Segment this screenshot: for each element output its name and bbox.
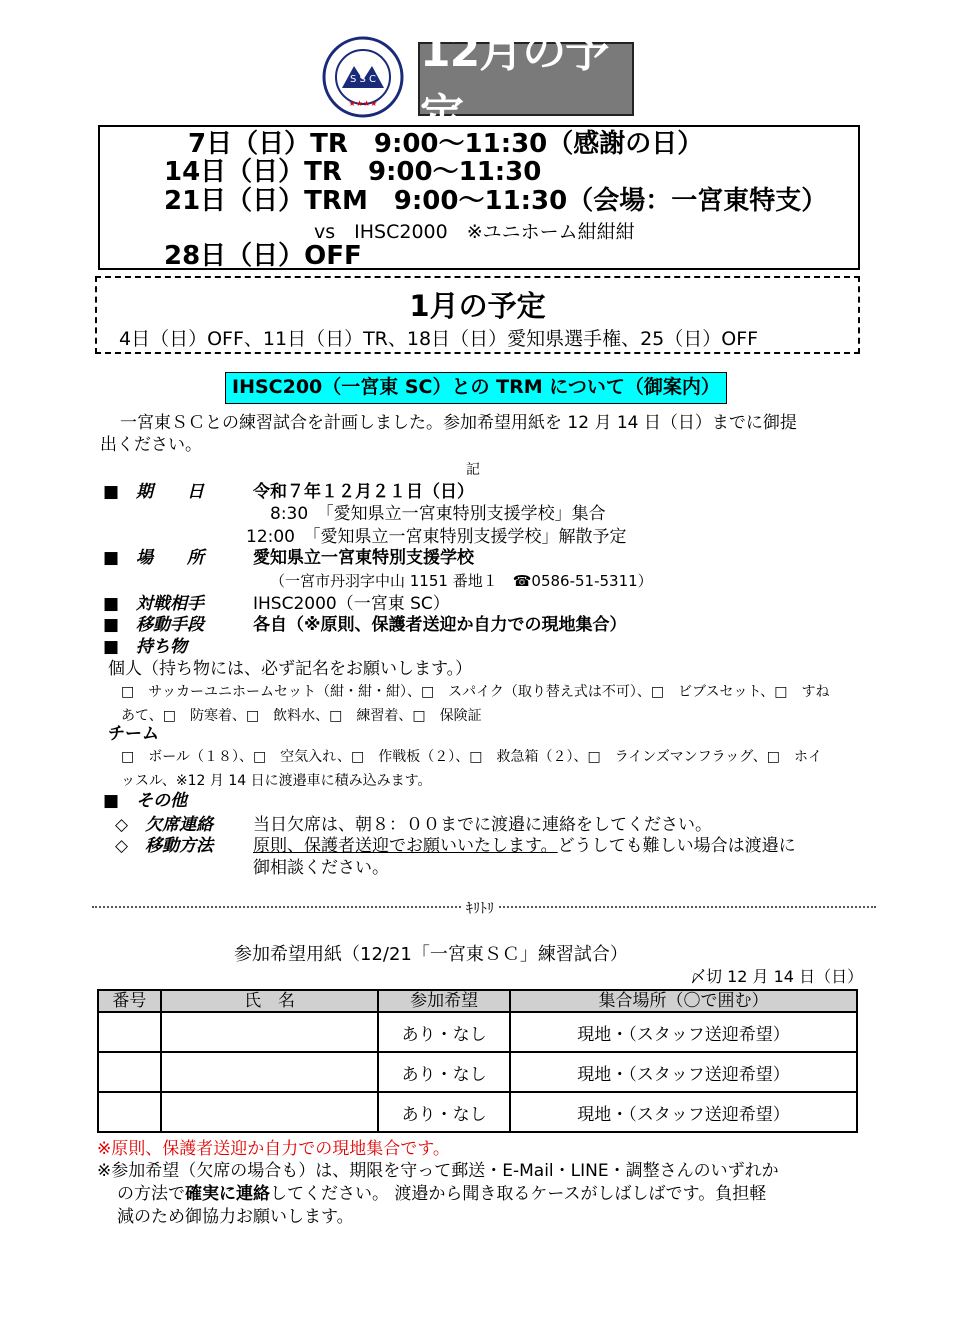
form-deadline: 〆切 12 月 14 日（日） bbox=[690, 967, 864, 986]
date-sub: 12:00 「愛知県立一宮東特別支援学校」解散予定 bbox=[246, 527, 627, 547]
other-label: ■ その他 bbox=[103, 791, 188, 811]
note-line: 減のため御協力お願いします。 bbox=[117, 1207, 354, 1227]
club-logo bbox=[322, 36, 404, 118]
january-line: 4日（日）OFF、11日（日）TR、18日（日）愛知県選手権、25（日）OFF bbox=[119, 328, 759, 350]
col-header-attendance: 参加希望 bbox=[378, 990, 510, 1012]
note-line: ※参加希望（欠席の場合も）は、期限を守って郵送・E-Mail・LINE・調整さんのいずれか bbox=[97, 1161, 779, 1181]
name-cell[interactable] bbox=[161, 1052, 378, 1092]
team-list: □ ボール（１８）、□ 空気入れ、□ 作戦板（２）、□ 救急箱（２）、□ ラインズマンフラッグ、□ ホイ bbox=[121, 749, 822, 765]
meeting-place-cell[interactable]: 現地・（スタッフ送迎希望） bbox=[510, 1052, 857, 1092]
place-label: ■ 場 所 bbox=[103, 548, 205, 568]
vs-line: vs IHSC2000 ※ユニホーム紺紺紺 bbox=[314, 221, 635, 243]
december-schedule bbox=[98, 125, 860, 270]
col-header-name: 氏 名 bbox=[161, 990, 378, 1012]
absence-value: 当日欠席は、朝８：００までに渡邉に連絡をしてください。 bbox=[253, 815, 712, 835]
note-red: ※原則、保護者送迎か自力での現地集合です。 bbox=[97, 1139, 450, 1159]
date-value: 令和７年１２月２１日（日） bbox=[253, 482, 474, 502]
january-schedule bbox=[95, 276, 860, 354]
schedule-line: 21日（日）TRM 9:00～11:30（会場：一宮東特支） bbox=[164, 186, 828, 216]
form-title: 参加希望用紙（12/21「一宮東ＳＣ」練習試合） bbox=[234, 944, 628, 965]
opponent-value: IHSC2000（一宮東 SC） bbox=[253, 594, 450, 614]
place-sub: （一宮市丹羽字中山 1151 番地１ ☎0586-51-5311） bbox=[270, 572, 653, 590]
meeting-place-cell[interactable]: 現地・（スタッフ送迎希望） bbox=[510, 1092, 857, 1132]
belongings-label: ■ 持ち物 bbox=[103, 637, 188, 657]
move-value-rest: どうしても難しい場合は渡邉に bbox=[557, 836, 796, 856]
move-value bbox=[253, 835, 796, 857]
intro-text: 一宮東ＳＣとの練習試合を計画しました。参加希望用紙を 12 月 14 日（日）までに御提 bbox=[120, 413, 797, 433]
name-cell[interactable] bbox=[161, 1012, 378, 1052]
team-heading: チーム bbox=[108, 724, 159, 744]
team-list: ッスル、※12 月 14 日に渡邉車に積み込みます。 bbox=[121, 773, 432, 789]
personal-heading: 個人（持ち物には、必ず記名をお願いします。） bbox=[108, 659, 473, 679]
attendance-cell[interactable]: あり・なし bbox=[378, 1092, 510, 1132]
date-label: ■ 期 日 bbox=[103, 482, 205, 502]
cut-label: ｷﾘﾄﾘ bbox=[462, 898, 498, 918]
col-header-meeting-place: 集合場所（〇で囲む） bbox=[510, 990, 857, 1012]
move-value-underlined: 原則、保護者送迎でお願いいたします。 bbox=[253, 836, 558, 856]
move-label: ◇ 移動方法 bbox=[115, 836, 214, 856]
number-cell[interactable] bbox=[98, 1092, 161, 1132]
attendance-cell[interactable]: あり・なし bbox=[378, 1052, 510, 1092]
meeting-place-cell[interactable]: 現地・（スタッフ送迎希望） bbox=[510, 1012, 857, 1052]
note-text: してください。 渡邉から聞き取るケースがしばしばです。負担軽 bbox=[270, 1184, 767, 1204]
svg-text:★★★★: ★★★★ bbox=[348, 99, 378, 108]
schedule-line: 28日（日）OFF bbox=[164, 241, 362, 271]
intro-text: 出ください。 bbox=[100, 435, 202, 455]
transport-label: ■ 移動手段 bbox=[103, 615, 205, 635]
col-header-number: 番号 bbox=[98, 990, 161, 1012]
schedule-line: 14日（日）TR 9:00～11:30 bbox=[164, 157, 542, 187]
note-text: の方法で bbox=[117, 1184, 185, 1204]
ki-mark: 記 bbox=[466, 462, 480, 478]
personal-list: □ サッカーユニホームセット（紺・紺・紺）、□ スパイク（取り替え式は不可）、□ ビブスセット、□ すね bbox=[121, 684, 830, 700]
table-row bbox=[98, 1052, 857, 1092]
move-value: 御相談ください。 bbox=[253, 858, 389, 878]
attendance-cell[interactable]: あり・なし bbox=[378, 1012, 510, 1052]
schedule-line: 7日（日）TR 9:00～11:30（感謝の日） bbox=[188, 129, 704, 159]
table-header-row bbox=[98, 990, 857, 1012]
number-cell[interactable] bbox=[98, 1012, 161, 1052]
note-emphasis: 確実に連絡 bbox=[185, 1184, 270, 1204]
logo-initials: S S C bbox=[349, 74, 377, 85]
opponent-label: ■ 対戦相手 bbox=[103, 594, 205, 614]
january-title: 1月の予定 bbox=[409, 289, 546, 323]
application-form-table bbox=[97, 989, 858, 1133]
absence-label: ◇ 欠席連絡 bbox=[115, 815, 214, 835]
table-row bbox=[98, 1092, 857, 1132]
place-value: 愛知県立一宮東特別支援学校 bbox=[253, 548, 474, 568]
name-cell[interactable] bbox=[161, 1092, 378, 1132]
note-line bbox=[117, 1183, 766, 1205]
date-sub: 8:30 「愛知県立一宮東特別支援学校」集合 bbox=[270, 504, 606, 524]
personal-list: あて、□ 防寒着、□ 飲料水、□ 練習着、□ 保険証 bbox=[121, 708, 482, 724]
trm-heading: IHSC200（一宮東 SC）との TRM について（御案内） bbox=[225, 372, 727, 404]
table-row bbox=[98, 1012, 857, 1052]
page-title: 12月の予定 bbox=[418, 42, 634, 116]
number-cell[interactable] bbox=[98, 1052, 161, 1092]
transport-value: 各自（※原則、保護者送迎か自力での現地集合） bbox=[253, 615, 627, 635]
